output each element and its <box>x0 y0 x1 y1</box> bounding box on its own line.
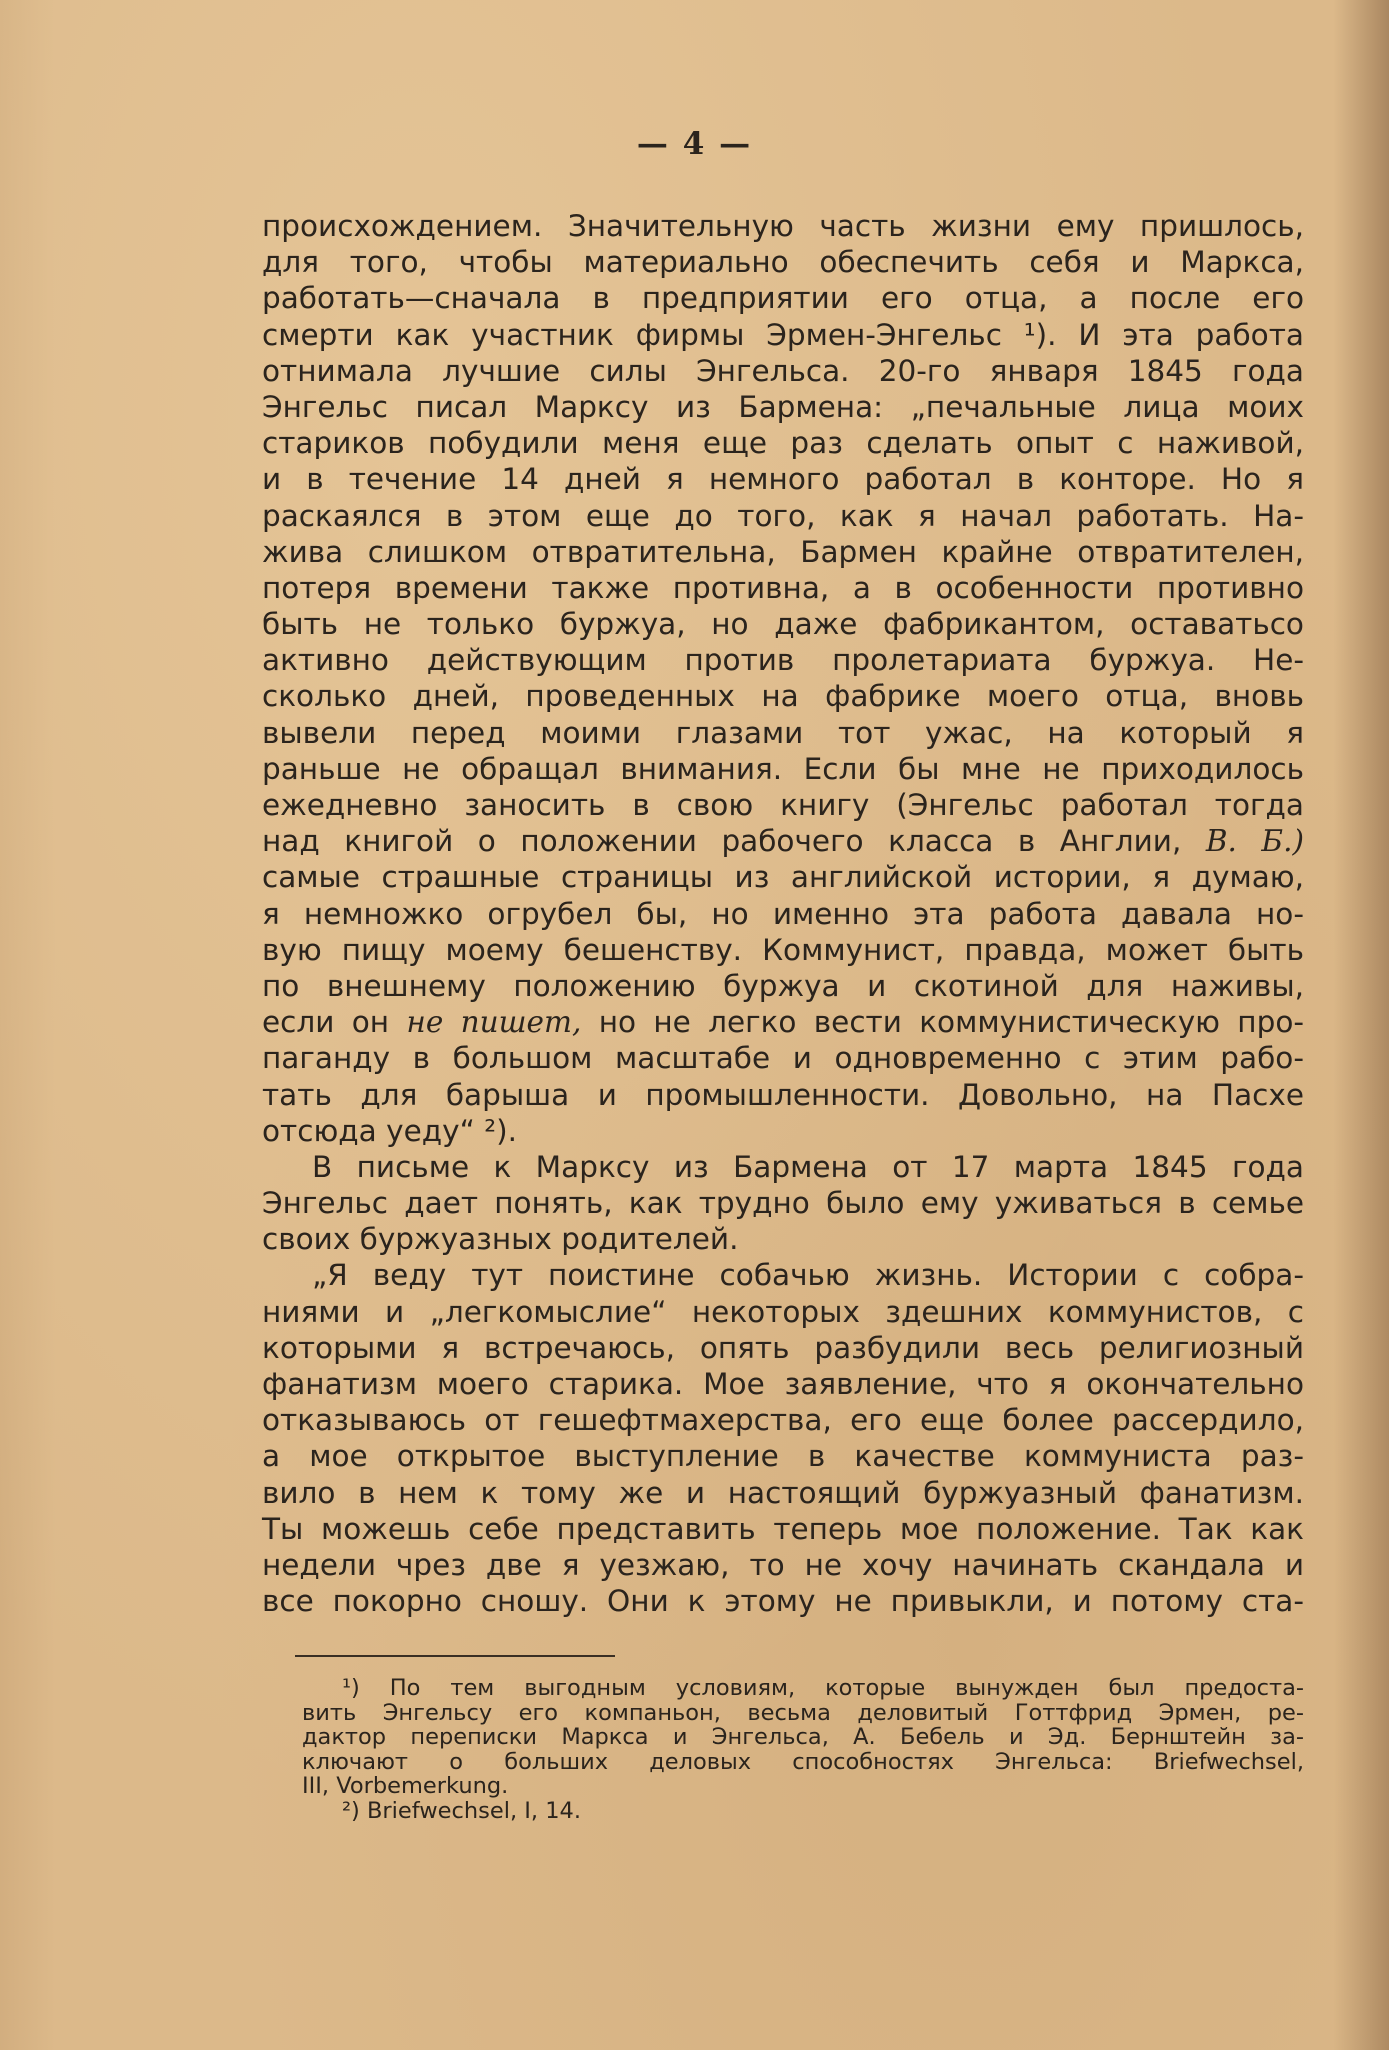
body-line-text: происхождением. Значительную часть жизни ему пришлось, <box>262 209 1304 243</box>
body-line <box>262 859 1304 895</box>
footnote-line <box>302 1774 1304 1799</box>
body-line-text: стариков побудили меня еще раз сделать опыт с наживой, <box>262 426 1304 461</box>
body-line-text: потеря времени также противна, а в особенности противно <box>262 570 1304 605</box>
body-line-text: активно действующим против пролетариата буржуа. Не- <box>262 643 1304 678</box>
body-line-text: вывели перед моими глазами тот ужас, на который я <box>262 715 1304 750</box>
body-line <box>262 1185 1304 1221</box>
body-line <box>262 1438 1304 1474</box>
body-line-text: вую пищу моему бешенству. Коммунист, правда, может быть <box>262 932 1304 967</box>
body-line <box>262 1113 1304 1149</box>
body-line-text: и в течение 14 дней я немного работал в конторе. Но я <box>262 462 1304 497</box>
body-line-text: отсюда уеду“ ²). <box>262 1113 517 1148</box>
body-line-text: паганду в большом масштабе и одновременно с этим рабо- <box>262 1041 1304 1076</box>
footnote-line-text: вить Энгельсу его компаньон, весьма деловитый Готтфрид Эрмен, ре- <box>302 1699 1304 1726</box>
body-line <box>262 317 1304 353</box>
body-line-text: но не легко вести коммунистическую про- <box>598 1005 1305 1040</box>
main-text <box>262 208 1304 1619</box>
body-line-italic: не пишет, <box>406 1005 582 1040</box>
body-line-text: ежедневно заносить в свою книгу (Энгельс работал тогда <box>262 788 1304 822</box>
body-line <box>262 534 1304 570</box>
body-line-text: все покорно сношу. Они к этому не привыкли, и потому ста- <box>262 1584 1304 1619</box>
footnotes <box>302 1676 1304 1823</box>
body-line <box>262 1547 1304 1583</box>
body-line <box>262 244 1304 280</box>
body-line <box>262 1257 1304 1293</box>
footnote-line <box>302 1701 1304 1726</box>
body-line-text: по внешнему положению буржуа и скотиной для наживы, <box>262 968 1304 1003</box>
footnote-line-text: дактор переписки Маркса и Энгельса, А. Бебель и Эд. Бернштейн за- <box>302 1724 1304 1750</box>
page-number: — 4 — <box>636 126 753 162</box>
body-line <box>262 751 1304 787</box>
body-line-text: работать—сначала в предприятии его отца, а после его <box>262 281 1304 316</box>
body-line <box>262 498 1304 534</box>
body-line <box>262 389 1304 425</box>
body-line-text: над книгой о положении рабочего класса в Англии, <box>262 824 1182 859</box>
body-line <box>262 1040 1304 1076</box>
body-line <box>262 932 1304 968</box>
body-line-text: недели чрез две я уезжаю, то не хочу начинать скандала и <box>262 1547 1304 1582</box>
body-line <box>262 1511 1304 1547</box>
body-line <box>262 823 1304 859</box>
body-line-text: ниями и „легкомыслие“ некоторых здешних коммунистов, с <box>262 1294 1304 1329</box>
body-line <box>262 353 1304 389</box>
body-line <box>262 1366 1304 1402</box>
body-line <box>262 1221 1304 1257</box>
body-line-text: я немножко огрубел бы, но именно эта работа давала но- <box>262 896 1304 931</box>
body-line <box>262 678 1304 714</box>
footnote-line <box>302 1676 1304 1701</box>
body-line <box>262 461 1304 497</box>
footnote-line-text: III, Vorbemerkung. <box>302 1773 509 1799</box>
body-line <box>262 1583 1304 1619</box>
body-line <box>262 280 1304 316</box>
body-line-text: Энгельс дает понять, как трудно было ему уживаться в семье <box>262 1186 1304 1221</box>
body-line-text: если он <box>262 1005 390 1040</box>
body-line-text: которыми я встречаюсь, опять разбудили весь религиозный <box>262 1330 1304 1365</box>
footnote-divider <box>295 1655 615 1657</box>
body-line-text: своих буржуазных родителей. <box>262 1222 739 1257</box>
body-line-text: Ты можешь себе представить теперь мое положение. Так как <box>262 1511 1304 1546</box>
body-line-text: Энгельс писал Марксу из Бармена: „печальные лица моих <box>262 389 1304 424</box>
body-line-text: „Я веду тут поистине собачью жизнь. Истории с собра- <box>312 1258 1304 1293</box>
body-line-text: фанатизм моего старика. Мое заявление, что я окончательно <box>262 1367 1304 1401</box>
body-line-text: а мое открытое выступление в качестве коммуниста раз- <box>262 1439 1304 1474</box>
footnote-line-text: ¹) По тем выгодным условиям, которые вынужден был предоста- <box>342 1675 1304 1701</box>
body-line <box>262 1004 1304 1040</box>
body-line <box>262 1149 1304 1185</box>
body-line-text: отнимала лучшие силы Энгельса. 20-го января 1845 года <box>262 353 1304 388</box>
footnote-line <box>302 1799 1304 1824</box>
body-line <box>262 896 1304 932</box>
footnote-line-text: ключают о больших деловых способностях Энгельса: Briefwechsel, <box>302 1748 1304 1775</box>
body-line-italic: В. Б.) <box>1205 824 1304 859</box>
body-line <box>262 570 1304 606</box>
body-line-text: раньше не обращал внимания. Если бы мне не приходилось <box>262 751 1304 786</box>
body-line <box>262 1402 1304 1438</box>
footnote-line <box>302 1725 1304 1750</box>
body-line <box>262 715 1304 751</box>
body-line-text: отказываюсь от гешефтмахерства, его еще более рассердило, <box>262 1403 1304 1438</box>
body-line-text: тать для барыша и промышленности. Довольно, на Пасхе <box>262 1077 1304 1112</box>
body-line <box>262 642 1304 678</box>
body-line-text: В письме к Марксу из Бармена от 17 марта 1845 года <box>312 1149 1304 1184</box>
body-line <box>262 1475 1304 1511</box>
body-line-text: смерти как участник фирмы Эрмен-Энгельс ¹). И эта работа <box>262 317 1304 352</box>
footnote-line <box>302 1750 1304 1775</box>
body-line-text: быть не только буржуа, но даже фабрикантом, оставатьсо <box>262 607 1304 642</box>
body-line <box>262 425 1304 461</box>
body-line-text: сколько дней, проведенных на фабрике моего отца, вновь <box>262 679 1304 714</box>
body-line <box>262 968 1304 1004</box>
body-line-text: вило в нем к тому же и настоящий буржуазный фанатизм. <box>262 1475 1304 1510</box>
body-line <box>262 208 1304 244</box>
body-line <box>262 1294 1304 1330</box>
body-line-text: самые страшные страницы из английской истории, я думаю, <box>262 860 1304 895</box>
body-line-text: жива слишком отвратительна, Бармен крайне отвратителен, <box>262 534 1304 569</box>
body-line <box>262 606 1304 642</box>
body-line <box>262 1330 1304 1366</box>
body-line <box>262 1077 1304 1113</box>
footnote-line-text: ²) Briefwechsel, I, 14. <box>342 1797 581 1824</box>
body-line-text: для того, чтобы материально обеспечить себя и Маркса, <box>262 245 1304 280</box>
body-line-text: раскаялся в этом еще до того, как я начал работать. На- <box>262 498 1304 533</box>
body-line <box>262 787 1304 823</box>
